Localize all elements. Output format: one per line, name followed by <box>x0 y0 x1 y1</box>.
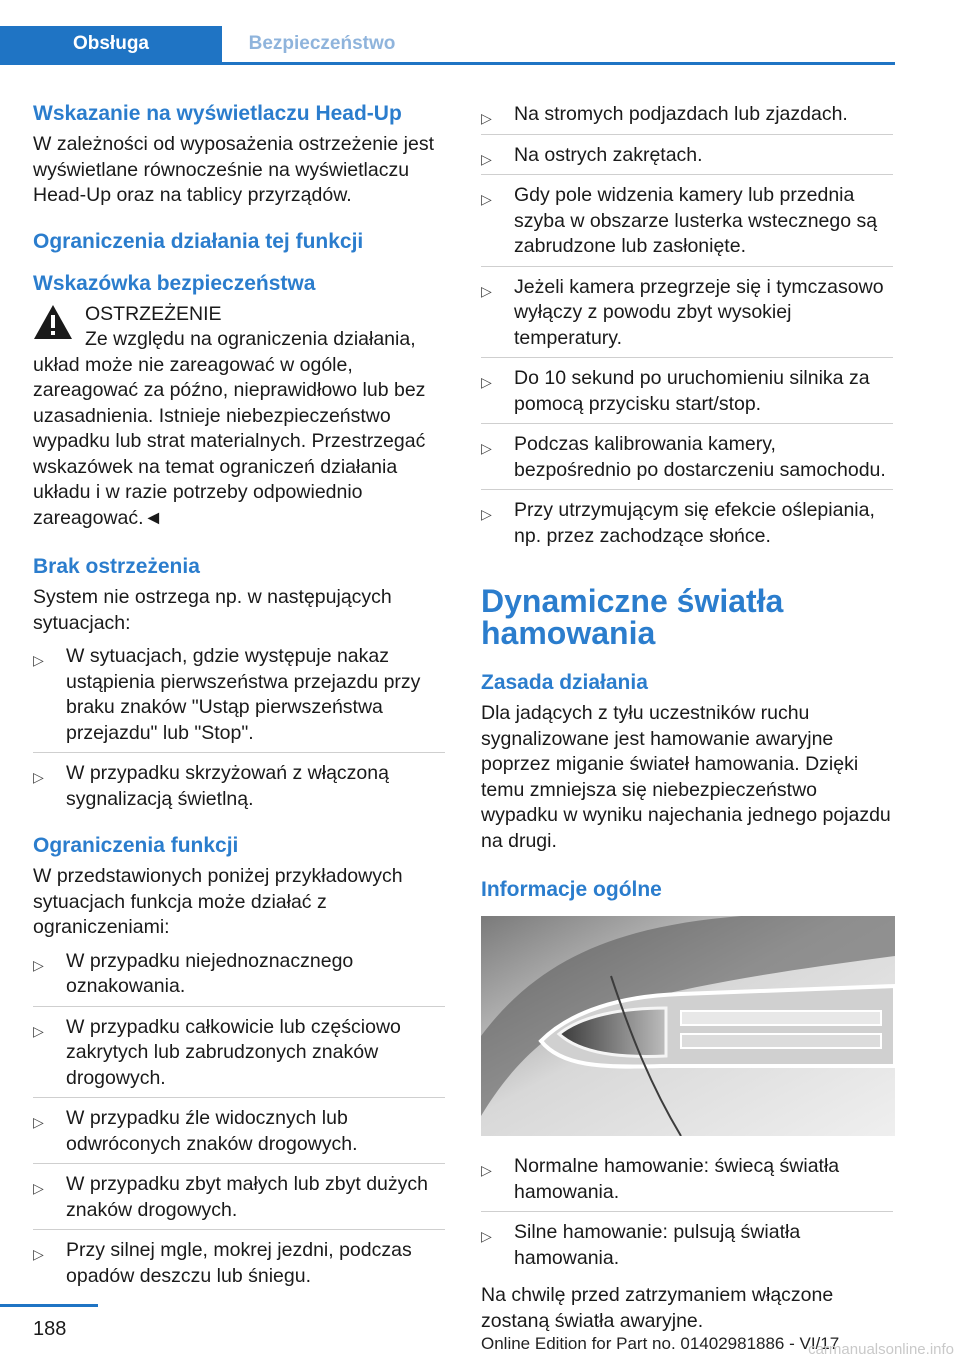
left-column <box>33 100 445 1301</box>
list-item: ▷ Silne hamowanie: pulsują światła hamowania. <box>481 1221 801 1269</box>
warning-block <box>33 302 445 532</box>
heading-general-info: Informacje ogólne <box>481 878 662 901</box>
list-item: ▷ Gdy pole widzenia kamery lub przednia szyba w obszarze lusterka wstecznego są zabrudzone lub zasłonięte. <box>481 181 893 267</box>
tail-light-photo <box>481 916 895 1136</box>
bullet-triangle-icon: ▷ <box>481 150 492 167</box>
paragraph-principle: Dla jadących z tyłu uczestników ruchu sygnalizowane jest hamowanie awaryjne poprzez miganie świateł hamowania. Dzięki temu zmniejsza się niebezpieczeństwo wypadku w wyniku najechania jednego pojazdu na drugi. <box>481 702 891 852</box>
list-general-info <box>481 1152 893 1277</box>
bullet-triangle-icon: ▷ <box>33 1246 44 1262</box>
bullet-triangle-icon: ▷ <box>481 110 492 126</box>
list-item: ▷ Podczas kalibrowania kamery, bezpośrednio po dostarczeniu samochodu. <box>481 430 893 490</box>
paragraph-head-up: W zależności od wyposażenia ostrzeżenie jest wyświetlane równocześnie na wyświetlaczu Head-Up oraz na tablicy przyrządów. <box>33 133 435 206</box>
warning-triangle-icon <box>33 304 73 340</box>
paragraph-function-limits: W przedstawionych poniżej przykładowych sytuacjach funkcja może działać z ograniczeniami: <box>33 865 403 938</box>
list-item: ▷ W przypadku zbyt małych lub zbyt dużych znaków drogowych. <box>33 1170 445 1230</box>
paragraph-no-warning: System nie ostrzega np. w następujących sytuacjach: <box>33 586 392 634</box>
bullet-triangle-icon: ▷ <box>481 1162 492 1178</box>
bullet-triangle-icon: ▷ <box>481 282 492 299</box>
warning-text-rest: układ może nie zareagować w ogóle, zareagować za późno, nieprawidłowo lub bez uzasadnienia. Istnieje niebezpieczeństwo wypadku lub strat materialnych. Przestrzegać wskazówek na temat ograniczeń działania układu i w razie potrzeby odpowiednio zareagować.◄ <box>33 353 426 529</box>
right-column <box>481 100 893 1334</box>
heading-dynamic-brake-lights: Dynamiczne światła hamowania <box>481 583 784 651</box>
bullet-triangle-icon: ▷ <box>33 956 44 973</box>
warning-text-first: Ze względu na ograniczenia działania, <box>85 328 416 350</box>
bullet-triangle-icon: ▷ <box>481 374 492 390</box>
list-item: ▷ Normalne hamowanie: świecą światła hamowania. <box>481 1152 893 1212</box>
heading-principle: Zasada działania <box>481 671 648 694</box>
bullet-triangle-icon: ▷ <box>481 440 492 456</box>
paragraph-hazard-lights: Na chwilę przed zatrzymaniem włączone zostaną światła awaryjne. <box>481 1284 834 1332</box>
tab-bezpieczenstwo[interactable]: Bezpieczeństwo <box>248 33 396 54</box>
footer-accent-line <box>0 1304 98 1307</box>
list-item: ▷ Na stromych podjazdach lub zjazdach. <box>481 100 893 135</box>
bullet-triangle-icon: ▷ <box>33 1022 44 1039</box>
list-item: ▷ W sytuacjach, gdzie występuje nakaz ustąpienia pierwszeństwa przejazdu przy braku znaków "Ustąp pierwszeństwa przejazdu" lub "Stop". <box>33 642 445 753</box>
bullet-triangle-icon: ▷ <box>33 1180 44 1196</box>
bullet-triangle-icon: ▷ <box>481 506 492 522</box>
list-item: ▷ Przy silnej mgle, mokrej jezdni, podczas opadów deszczu lub śniegu. <box>33 1239 412 1287</box>
warning-title: OSTRZEŻENIE <box>85 302 222 325</box>
heading-limits: Ograniczenia działania tej funkcji <box>33 229 364 253</box>
list-item: ▷ Do 10 sekund po uruchomieniu silnika za pomocą przycisku start/stop. <box>481 364 893 424</box>
heading-safety-note: Wskazówka bezpieczeństwa <box>33 271 316 295</box>
list-item: ▷ W przypadku skrzyżowań z włączoną sygnalizacją świetlną. <box>33 762 389 810</box>
list-no-warning <box>33 642 445 818</box>
edition-text: Online Edition for Part no. 01402981886 - VI/17 <box>481 1334 840 1353</box>
section-tabs <box>0 26 895 65</box>
list-function-limits-continued <box>481 100 893 555</box>
list-item: ▷ W przypadku źle widocznych lub odwróconych znaków drogowych. <box>33 1104 445 1164</box>
bullet-triangle-icon: ▷ <box>33 769 44 785</box>
heading-function-limits: Ograniczenia funkcji <box>33 834 239 857</box>
list-item: ▷ Przy utrzymującym się efekcie oślepiania, np. przez zachodzące słońce. <box>481 499 875 547</box>
list-item: ▷ Na ostrych zakrętach. <box>481 141 893 176</box>
page-number: 188 <box>33 1318 67 1340</box>
watermark: carmanualsonline.info <box>808 1341 954 1358</box>
heading-head-up: Wskazanie na wyświetlaczu Head-Up <box>33 102 402 125</box>
bullet-triangle-icon: ▷ <box>481 1228 492 1244</box>
list-item: ▷ Jeżeli kamera przegrzeje się i tymczasowo wyłączy z powodu zbyt wysokiej temperatury. <box>481 273 893 359</box>
list-function-limits <box>33 947 445 1296</box>
heading-no-warning: Brak ostrzeżenia <box>33 555 200 578</box>
list-item: ▷ W przypadku całkowicie lub częściowo zakrytych lub zabrudzonych znaków drogowych. <box>33 1013 445 1099</box>
bullet-triangle-icon: ▷ <box>481 191 492 207</box>
bullet-triangle-icon: ▷ <box>33 1114 44 1130</box>
bullet-triangle-icon: ▷ <box>33 652 44 668</box>
list-item: ▷ W przypadku niejednoznacznego oznakowania. <box>33 947 445 1007</box>
tab-obsluga[interactable]: Obsługa <box>0 26 222 62</box>
